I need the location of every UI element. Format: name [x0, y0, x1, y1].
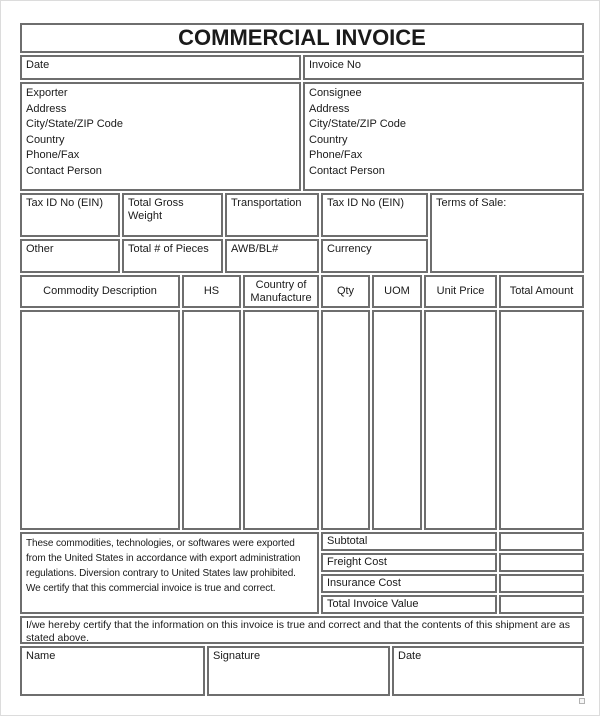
other-label: Other — [26, 243, 54, 255]
column-header-uom: UOM — [372, 275, 422, 308]
items-commodity-description-input[interactable] — [20, 310, 180, 530]
table-resize-handle-icon[interactable] — [579, 698, 585, 704]
column-header-country-of-manufacture: Country of Manufacture — [243, 275, 319, 308]
freight-cost-label: Freight Cost — [321, 553, 497, 572]
total-invoice-value-label: Total Invoice Value — [321, 595, 497, 614]
terms-of-sale-field[interactable] — [430, 193, 584, 273]
currency-field[interactable] — [321, 239, 428, 273]
column-header-hs: HS — [182, 275, 241, 308]
tax-id-exporter-field[interactable] — [20, 193, 120, 237]
transportation-label: Transportation — [231, 197, 302, 209]
currency-label: Currency — [327, 243, 372, 255]
column-header-qty: Qty — [321, 275, 370, 308]
total-invoice-value-input[interactable] — [499, 595, 584, 614]
awb-bl-label: AWB/BL# — [231, 243, 279, 255]
tax-id-consignee-label: Tax ID No (EIN) — [327, 197, 405, 209]
signature-date-field[interactable] — [392, 646, 584, 696]
column-header-unit-price: Unit Price — [424, 275, 497, 308]
items-hs-input[interactable] — [182, 310, 241, 530]
consignee-field[interactable] — [303, 82, 584, 191]
signature-field[interactable] — [207, 646, 390, 696]
signature-date-label: Date — [398, 650, 422, 662]
export-statement: These commodities, technologies, or softwares were exported from the United States in accordance with export administration regulations. Diversion contrary to United States law prohibited. We certify that this commercial invoice is true and correct. — [20, 532, 319, 614]
name-field[interactable] — [20, 646, 205, 696]
insurance-cost-label: Insurance Cost — [321, 574, 497, 593]
tax-id-consignee-field[interactable] — [321, 193, 428, 237]
date-label: Date — [26, 59, 50, 71]
items-unit-price-input[interactable] — [424, 310, 497, 530]
exporter-field[interactable] — [20, 82, 301, 191]
consignee-contact-person-label: Contact Person — [309, 164, 385, 177]
transportation-field[interactable] — [225, 193, 319, 237]
signature-label: Signature — [213, 650, 261, 662]
name-label: Name — [26, 650, 56, 662]
column-header-commodity-description: Commodity Description — [20, 275, 180, 308]
consignee-city-state-zip-label: City/State/ZIP Code — [309, 118, 407, 130]
items-total-amount-input[interactable] — [499, 310, 584, 530]
invoice-no-label: Invoice No — [309, 59, 361, 71]
consignee-address-label: Address — [309, 102, 350, 115]
consignee-phone-fax-label: Phone/Fax — [309, 149, 363, 161]
exporter-contact-person-label: Contact Person — [26, 164, 102, 177]
exporter-address-label: Address — [26, 102, 67, 115]
total-gross-weight-label: Total Gross Weight — [128, 197, 184, 222]
certification-statement: I/we hereby certify that the information on this invoice is true and correct and that the contents of this shipment are as stated above. — [20, 616, 584, 644]
total-pieces-label: Total # of Pieces — [128, 243, 209, 255]
exporter-label: Exporter — [26, 87, 68, 99]
subtotal-value-input[interactable] — [499, 532, 584, 551]
items-country-of-manufacture-input[interactable] — [243, 310, 319, 530]
commercial-invoice-form — [20, 23, 584, 696]
total-gross-weight-field[interactable] — [122, 193, 223, 237]
exporter-phone-fax-label: Phone/Fax — [26, 149, 80, 161]
column-header-total-amount: Total Amount — [499, 275, 584, 308]
form-title: COMMERCIAL INVOICE — [20, 23, 584, 53]
total-pieces-field[interactable] — [122, 239, 223, 273]
awb-bl-field[interactable] — [225, 239, 319, 273]
exporter-country-label: Country — [26, 133, 65, 146]
subtotal-label: Subtotal — [321, 532, 497, 551]
other-field[interactable] — [20, 239, 120, 273]
terms-of-sale-label: Terms of Sale: — [436, 197, 507, 209]
invoice-no-field[interactable] — [303, 55, 584, 80]
date-field[interactable] — [20, 55, 301, 80]
insurance-cost-value-input[interactable] — [499, 574, 584, 593]
tax-id-exporter-label: Tax ID No (EIN) — [26, 197, 104, 209]
items-uom-input[interactable] — [372, 310, 422, 530]
exporter-city-state-zip-label: City/State/ZIP Code — [26, 118, 124, 130]
consignee-label: Consignee — [309, 87, 362, 99]
consignee-country-label: Country — [309, 133, 348, 146]
freight-cost-value-input[interactable] — [499, 553, 584, 572]
items-qty-input[interactable] — [321, 310, 370, 530]
